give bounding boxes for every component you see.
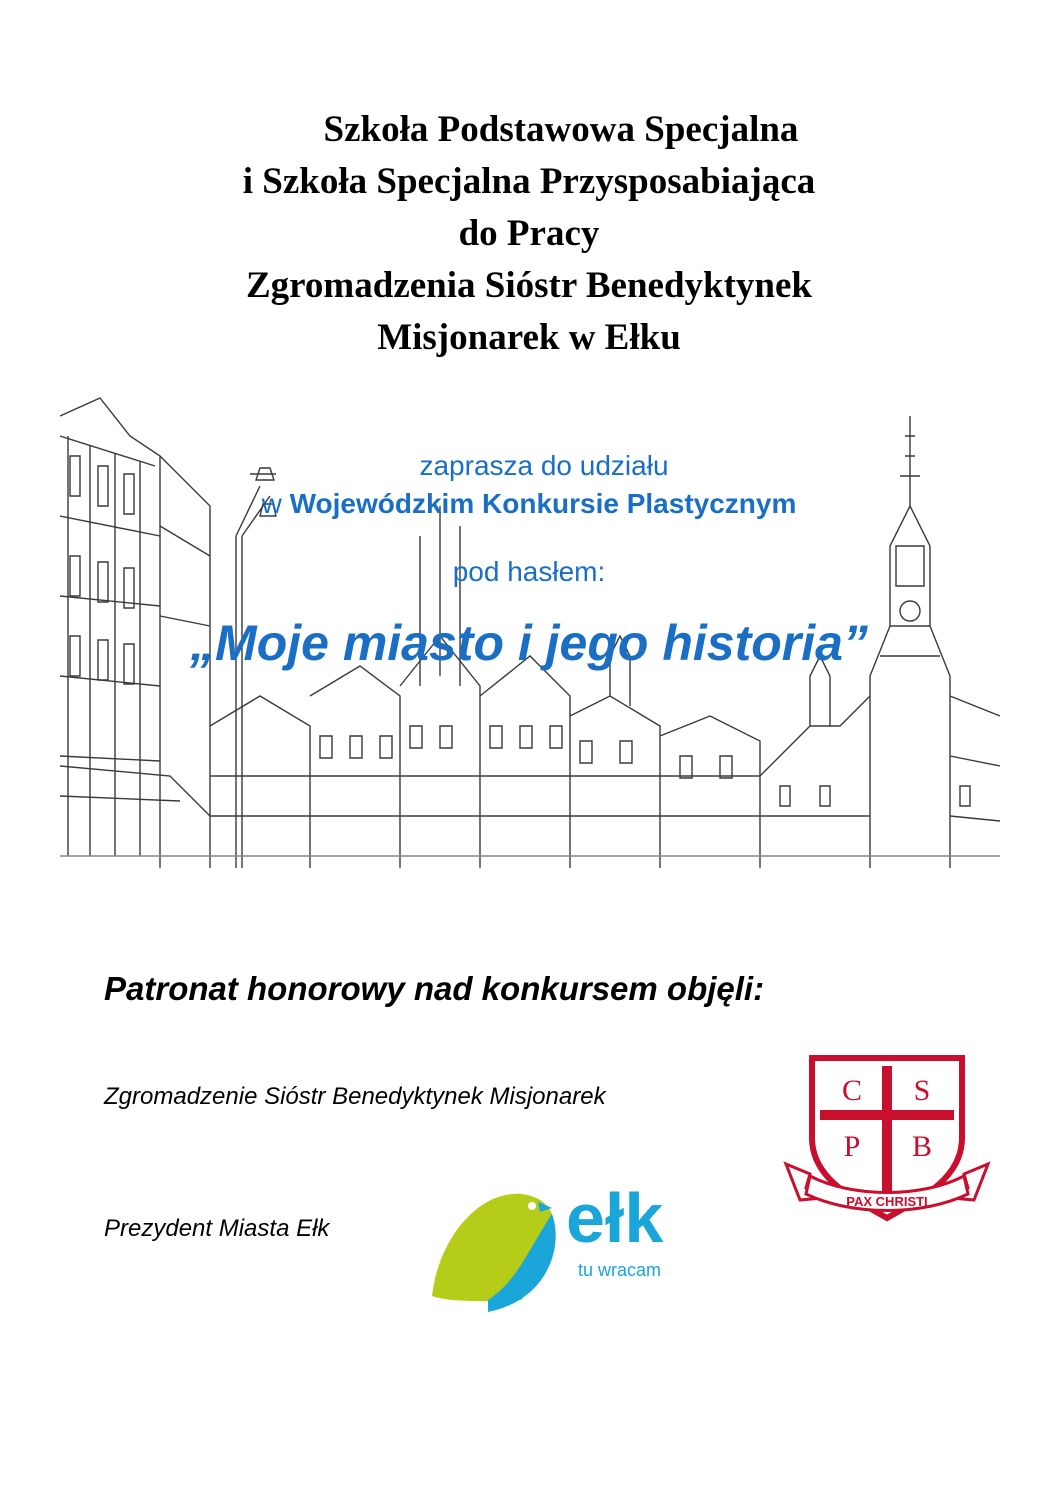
invite-line-2-prefix: w <box>261 488 290 519</box>
elk-wordmark: ełk <box>566 1179 664 1257</box>
invite-line-3: pod hasłem: <box>452 556 606 587</box>
contest-motto: „Moje miasto i jego historia” <box>190 615 868 671</box>
elk-logo-icon <box>428 1150 690 1316</box>
pax-christi-crest-icon <box>782 1048 992 1228</box>
patron-congregation: Zgromadzenie Sióstr Benedyktynek Misjonarek <box>104 1083 606 1110</box>
title-line-2: i Szkoła Specjalna Przysposabiająca <box>242 161 816 202</box>
elk-tagline: tu wracam <box>578 1260 662 1280</box>
title-line-3: do Pracy <box>458 213 600 254</box>
title-line-5: Misjonarek w Ełku <box>377 317 681 358</box>
school-title <box>0 104 1058 364</box>
crest-letter-b: B <box>911 1130 933 1163</box>
crest-letter-p: P <box>843 1130 861 1163</box>
crest-letter-s: S <box>913 1074 931 1107</box>
contest-name: Wojewódzkim Konkursie Plastycznym <box>289 488 797 519</box>
invite-line-2 <box>0 488 1058 520</box>
patronage-heading: Patronat honorowy nad konkursem objęli: <box>104 970 765 1007</box>
patron-mayor: Prezydent Miasta Ełk <box>104 1215 330 1242</box>
crest-letter-c: C <box>841 1074 863 1107</box>
title-line-1: Szkoła Podstawowa Specjalna <box>323 109 799 150</box>
crest-banner: PAX CHRISTI <box>846 1194 928 1209</box>
title-line-4: Zgromadzenia Sióstr Benedyktynek <box>245 265 813 306</box>
invite-line-1: zaprasza do udziału <box>419 450 669 481</box>
